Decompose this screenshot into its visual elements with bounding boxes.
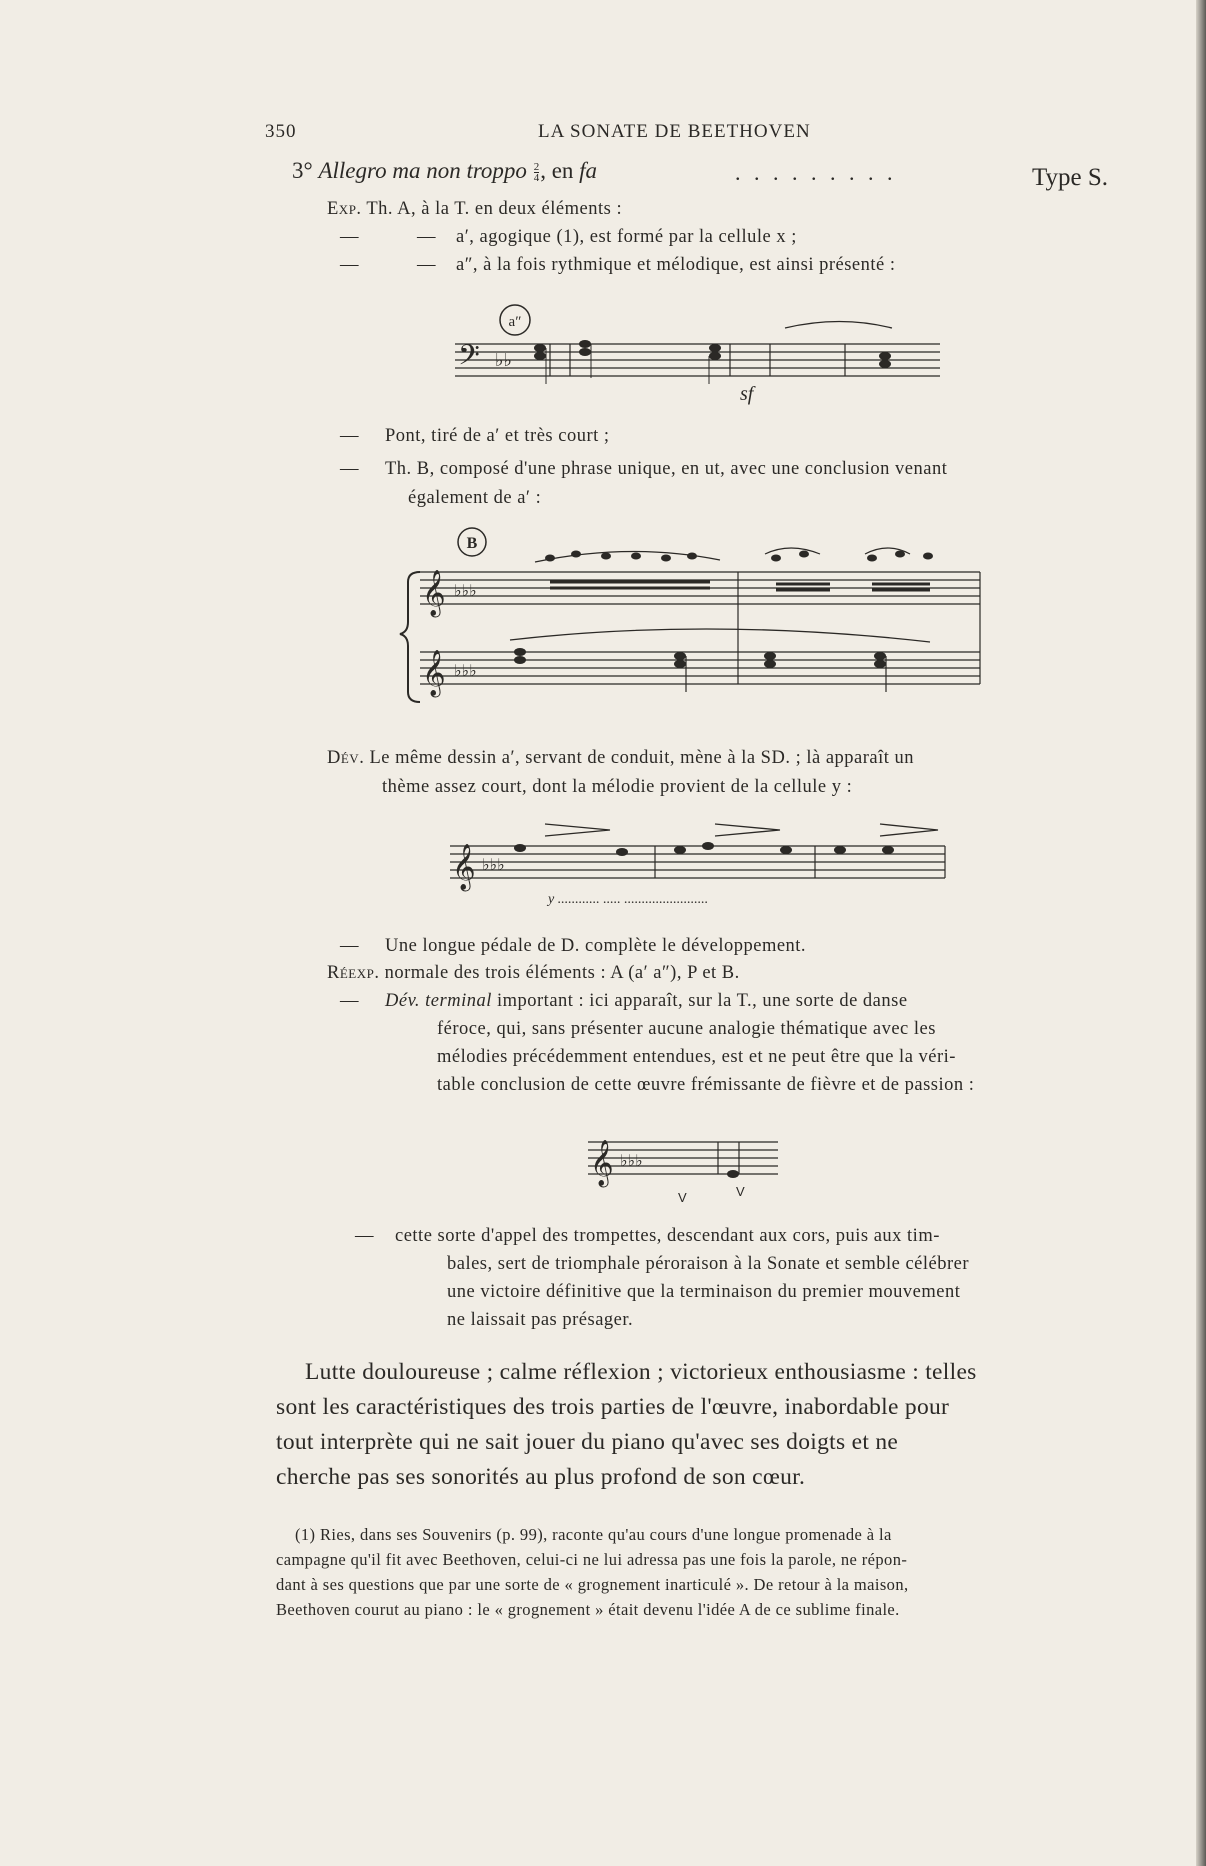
dash: — [417, 227, 436, 247]
movement-title: Allegro ma non troppo [318, 158, 527, 183]
page-edge-shadow [1196, 0, 1206, 1866]
dash: — [340, 255, 359, 275]
line-feroce: féroce, qui, sans présenter aucune analogie thématique avec les [437, 1019, 936, 1039]
line-bales: bales, sert de triomphale péroraison à la Sonate et semble célébrer [447, 1254, 970, 1274]
movement-meter: $\frac{2}{4}$ [533, 161, 540, 185]
footnote-line: (1) Ries, dans ses Souvenirs (p. 99), raconte qu'au cours d'une longue promenade à la [295, 1525, 892, 1544]
dash: — [340, 991, 359, 1011]
svg-text:𝄞: 𝄞 [422, 570, 446, 616]
line-trompettes: cette sorte d'appel des trompettes, descendant aux cors, puis aux tim- [395, 1226, 940, 1246]
line-pont: Pont, tiré de a′ et très court ; [385, 426, 610, 446]
paragraph-line: sont les caractéristiques des trois parties de l'œuvre, inabordable pour [276, 1394, 950, 1420]
footnote-line: dant à ses questions que par une sorte de « grognement inarticulé ». De retour à la maison, [276, 1575, 909, 1594]
line-reexp: Réexp. normale des trois éléments : A (a′ a″), P et B. [327, 963, 740, 983]
page-number: 350 [265, 121, 297, 142]
line-dev-terminal: Dév. terminal important : ici apparaît, sur la T., une sorte de danse [385, 991, 908, 1011]
music-example-2 [410, 522, 990, 732]
line-th-b: Th. B, composé d'une phrase unique, en ut, avec une conclusion venant [385, 459, 948, 479]
accent-mark: V [736, 1184, 745, 1199]
line-pedal: Une longue pédale de D. complète le développement. [385, 936, 807, 956]
svg-text:♭♭♭: ♭♭♭ [454, 581, 477, 600]
dash: — [340, 459, 359, 479]
dash: — [355, 1226, 374, 1246]
svg-text:𝄢: 𝄢 [458, 339, 480, 379]
music-example-4 [588, 1124, 788, 1204]
line-melodies: mélodies précédemment entendues, est et ne peut être que la véri- [437, 1047, 956, 1067]
example-dots: y ............ ..... ........................ [548, 892, 709, 907]
paragraph-line: Lutte douloureuse ; calme réflexion ; victorieux enthousiasme : telles [305, 1359, 977, 1385]
svg-text:♭♭: ♭♭ [495, 350, 512, 371]
line-dev: Dév. Le même dessin a′, servant de conduit, mène à la SD. ; là apparaît un [327, 748, 915, 768]
running-title: LA SONATE DE BEETHOVEN [538, 121, 811, 142]
footnote-line: campagne qu'il fit avec Beethoven, celui-ci ne lui adressa pas une fois la parole, ne répon- [276, 1550, 908, 1569]
dash: — [340, 426, 359, 446]
line-a-prime: a′, agogique (1), est formé par la cellule x ; [456, 227, 797, 247]
type-label: Type S. [1032, 164, 1109, 191]
line-a-second: a″, à la fois rythmique et mélodique, est ainsi présenté : [456, 255, 896, 275]
line-dev-cont: thème assez court, dont la mélodie provient de la cellule y : [382, 777, 853, 797]
paragraph-line: cherche pas ses sonorités au plus profond de son cœur. [276, 1464, 806, 1490]
dash: — [417, 255, 436, 275]
svg-text:♭♭♭: ♭♭♭ [482, 855, 505, 874]
dash: — [340, 227, 359, 247]
movement-key: fa [579, 158, 598, 183]
line-presager: ne laissait pas présager. [447, 1310, 634, 1330]
dash: — [340, 936, 359, 956]
movement-heading [292, 158, 597, 184]
footnote-line: Beethoven courut au piano : le « grognement » était devenu l'idée A de ce sublime finale. [276, 1600, 900, 1619]
line-table: table conclusion de cette œuvre frémissante de fièvre et de passion : [437, 1075, 975, 1095]
line-th-b-cont: également de a′ : [408, 488, 542, 508]
title-leaders: . . . . . . . . . [735, 160, 897, 185]
movement-key-prefix: , en [540, 158, 580, 183]
svg-text:𝄞: 𝄞 [422, 650, 446, 696]
paragraph-line: tout interprète qui ne sait jouer du piano qu'avec ses doigts et ne [276, 1429, 899, 1455]
accent-mark: V [678, 1190, 687, 1205]
movement-number: 3° [292, 158, 313, 183]
music-example-1 [440, 300, 960, 410]
svg-text:♭♭♭: ♭♭♭ [620, 1151, 643, 1170]
svg-text:𝄞: 𝄞 [452, 844, 476, 890]
example-label-b: B [466, 535, 478, 552]
example-label-a2: a″ [508, 314, 522, 330]
music-example-3 [440, 818, 960, 918]
dynamic-sf: sf [740, 383, 754, 405]
line-victoire: une victoire définitive que la terminaison du premier mouvement [447, 1282, 961, 1302]
svg-text:𝄞: 𝄞 [590, 1140, 614, 1186]
line-exp: Exp. Th. A, à la T. en deux éléments : [327, 199, 623, 219]
svg-text:♭♭♭: ♭♭♭ [454, 661, 477, 680]
